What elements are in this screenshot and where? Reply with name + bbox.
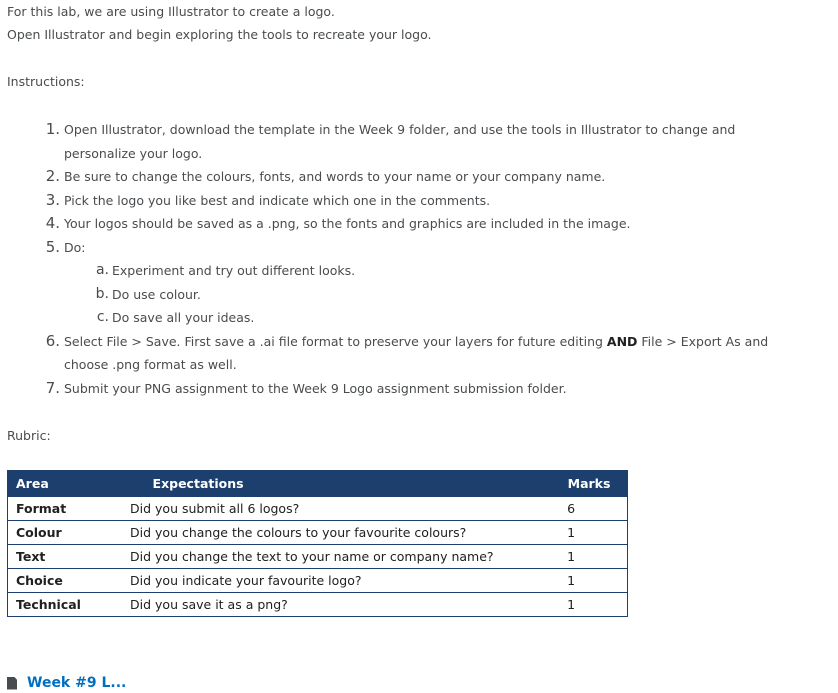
- list-number: 1.: [45, 120, 60, 138]
- header-marks: Marks: [559, 471, 627, 497]
- cell-area: Colour: [8, 521, 123, 545]
- cell-area: Format: [8, 497, 123, 521]
- list-number: 3.: [45, 190, 60, 209]
- sublist-letter: a.: [95, 262, 109, 278]
- sublist-item: [64, 306, 797, 330]
- intro-line-1: For this lab, we are using Illustrator to create a logo.: [7, 4, 335, 19]
- list-item: [7, 212, 797, 236]
- instructions-list: [7, 118, 797, 400]
- list-item-text: Do:: [64, 239, 86, 255]
- step-6-text-end: File > Export As and choose .png format as well.: [64, 333, 769, 372]
- list-number: 5.: [45, 237, 60, 256]
- list-item: [7, 236, 797, 330]
- cell-marks: 6: [559, 497, 627, 521]
- intro-line-2: Open Illustrator and begin exploring the tools to recreate your logo.: [7, 27, 432, 42]
- list-item: [7, 118, 797, 165]
- table-header-row: [8, 471, 628, 497]
- list-item: [7, 377, 797, 401]
- list-number: 6.: [45, 331, 60, 350]
- sublist-item: [64, 283, 797, 307]
- list-number: 7.: [45, 378, 60, 397]
- next-topic-link[interactable]: [7, 673, 126, 693]
- document-icon: [7, 677, 17, 690]
- cell-marks: 1: [559, 545, 627, 569]
- rubric-heading: Rubric:: [7, 428, 51, 443]
- step-6-bold-and: AND: [606, 333, 638, 349]
- list-item-text: Open Illustrator, download the template in the Week 9 folder, and use the tools in Illustrator to change and personalize your logo.: [64, 122, 736, 161]
- sublist-item: [64, 259, 797, 283]
- cell-area: Choice: [8, 569, 123, 593]
- list-number: 4.: [45, 214, 60, 232]
- sublist-item-text: Experiment and try out different looks.: [112, 263, 356, 278]
- sublist-letter: c.: [96, 309, 109, 325]
- cell-marks: 1: [559, 569, 627, 593]
- cell-expectation: Did you change the text to your name or company name?: [122, 545, 559, 569]
- cell-marks: 1: [559, 593, 627, 617]
- next-topic-link-text[interactable]: Week #9 L...: [27, 675, 127, 691]
- cell-area: Text: [8, 545, 123, 569]
- do-sublist: [64, 259, 797, 330]
- cell-marks: 1: [559, 521, 627, 545]
- sublist-letter: b.: [95, 285, 109, 302]
- cell-expectation: Did you submit all 6 logos?: [122, 497, 559, 521]
- list-item-text: Pick the logo you like best and indicate which one in the comments.: [64, 192, 491, 208]
- list-item-text: Submit your PNG assignment to the Week 9 Logo assignment submission folder.: [64, 380, 567, 396]
- table-row: [8, 545, 628, 569]
- cell-area: Technical: [8, 593, 123, 617]
- step-6-text-start: Select File > Save. First save a .ai file format to preserve your layers for future editing: [64, 333, 607, 349]
- table-row: [8, 521, 628, 545]
- list-item: [7, 330, 797, 377]
- sublist-item-text: Do save all your ideas.: [112, 310, 255, 325]
- instructions-heading: Instructions:: [7, 74, 85, 89]
- list-item-text: Be sure to change the colours, fonts, and words to your name or your company name.: [64, 169, 606, 184]
- table-row: [8, 593, 628, 617]
- cell-expectation: Did you indicate your favourite logo?: [122, 569, 559, 593]
- list-item-text: [64, 334, 768, 373]
- header-expectations: Expectations: [122, 471, 559, 497]
- rubric-table: [7, 470, 628, 617]
- list-item-text: Your logos should be saved as a .png, so the fonts and graphics are included in the image.: [64, 216, 631, 231]
- cell-expectation: Did you save it as a png?: [122, 593, 559, 617]
- cell-expectation: Did you change the colours to your favourite colours?: [122, 521, 559, 545]
- header-area: Area: [8, 471, 123, 497]
- list-number: 2.: [45, 167, 60, 185]
- list-item: [7, 189, 797, 213]
- list-item: [7, 165, 797, 189]
- table-row: [8, 569, 628, 593]
- sublist-item-text: Do use colour.: [112, 286, 201, 302]
- table-row: [8, 497, 628, 521]
